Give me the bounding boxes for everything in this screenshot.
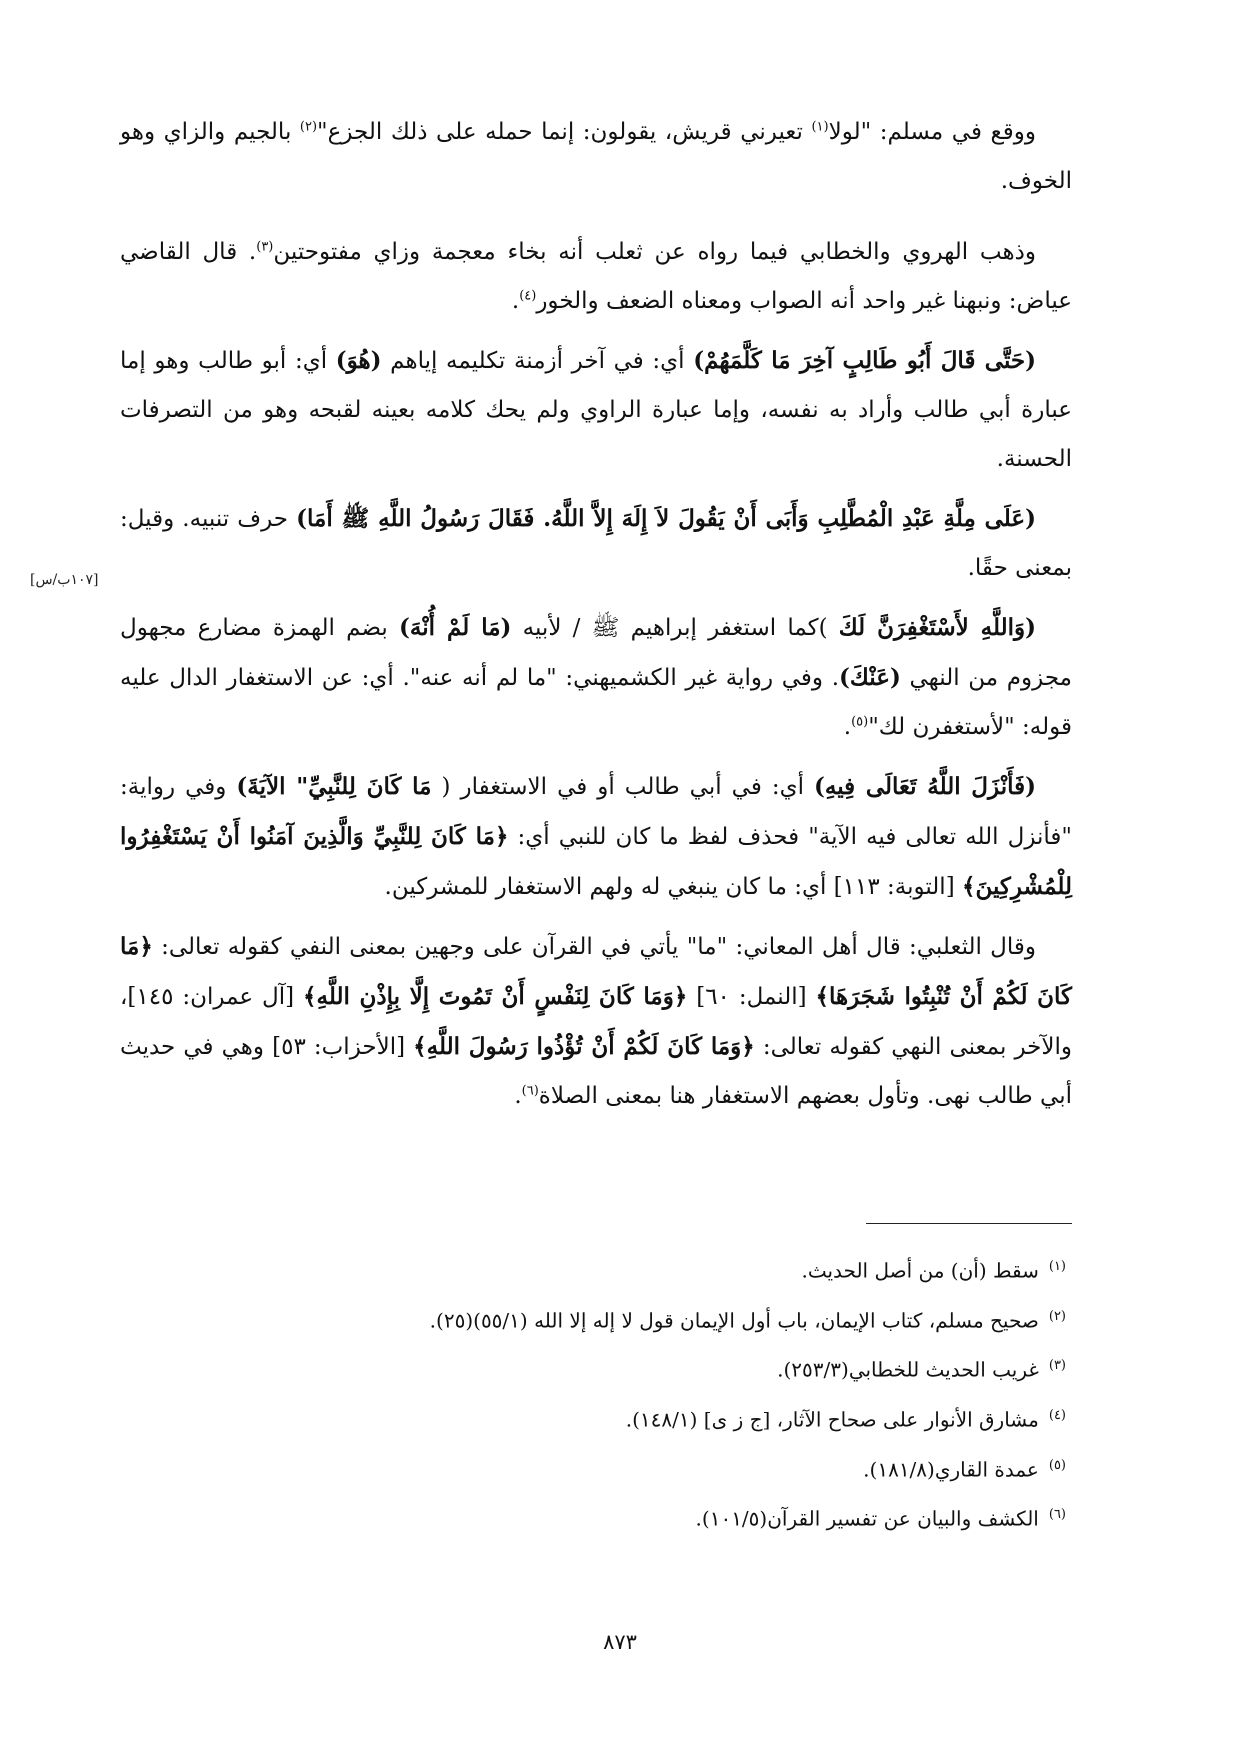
text-segment: أي: في آخر أزمنة تكليمه إياهم	[381, 348, 694, 374]
footnote-separator	[866, 1223, 1072, 1224]
footnote-number: (٥)	[1048, 1457, 1066, 1473]
page-number: ٨٧٣	[603, 1630, 637, 1654]
footnote-number: (٣)	[1048, 1358, 1066, 1374]
text-segment: أي: أبو طالب وهو إما عبارة أبي طالب وأراد به نفسه، وإما عبارة الراوي ولم يحك كلامه بعينه لقبحه وهو من التصرفات الحسنة.	[120, 348, 1072, 472]
footnote-item	[120, 1393, 1072, 1443]
footnote-item	[120, 1343, 1072, 1393]
text-segment: ووقع في مسلم: "لولا	[828, 119, 1036, 145]
text-segment: .	[843, 714, 852, 740]
footnote-item	[120, 1443, 1072, 1493]
hadith-quote: مَا كَانَ لِلنَّبِيِّ" الآيَةَ)	[236, 773, 432, 800]
footnote-number: (٦)	[1048, 1507, 1066, 1523]
text-segment: حرف تنبيه. وقيل: بمعنى حقًا.	[120, 506, 1072, 581]
paragraph	[120, 108, 1072, 206]
hadith-quote: (هُوَ)	[335, 347, 382, 374]
text-segment: .	[514, 1083, 522, 1109]
paragraph	[120, 336, 1072, 484]
text-segment: تعيرني قريش، يقولون: إنما حمله على ذلك الجزع"	[317, 119, 812, 145]
text-segment: . قال القاضي عياض: ونبهنا غير واحد أنه الصواب ومعناه الضعف والخور	[120, 239, 1072, 314]
quran-verse: ﴿وَمَا كَانَ لِنَفْسٍ أَنْ تَمُوتَ إِلَّا بِإِذْنِ اللَّهِ﴾	[303, 983, 688, 1010]
footnote-text: مشارق الأنوار على صحاح الآثار، [ج ز ى] (١٤٨/١).	[625, 1407, 1039, 1432]
paragraph	[120, 922, 1072, 1121]
footnote-reference: (٦)	[521, 1083, 539, 1099]
footnote-item	[120, 1244, 1072, 1294]
paragraph	[120, 762, 1072, 912]
quran-verse: ﴿مَا كَانَ لِلنَّبِيِّ وَالَّذِينَ آمَنُوا أَنْ يَسْتَغْفِرُوا لِلْمُشْرِكِينَ﴾	[120, 823, 1072, 900]
footnote-reference: (٥)	[851, 714, 869, 730]
hadith-quote: (مَا لَمْ أُنْهَ)	[399, 614, 512, 641]
text-segment: )كما استغفر إبراهيم ﷺ / لأبيه	[511, 615, 839, 641]
text-segment: بالجيم والزاي وهو الخوف.	[120, 119, 1072, 194]
text-segment: [آل عمران: ١٤٥]، والآخر بمعنى النهي كقوله تعالى:	[120, 984, 1072, 1060]
footnote-text: سقط (أن) من أصل الحديث.	[801, 1258, 1039, 1283]
footnote-text: الكشف والبيان عن تفسير القرآن(١٠١/٥).	[695, 1506, 1039, 1531]
footnote-item	[120, 1294, 1072, 1344]
quran-verse: ﴿مَا كَانَ لَكُمْ أَنْ تُنْبِتُوا شَجَرَهَا﴾	[120, 933, 1072, 1010]
paragraph	[120, 228, 1072, 326]
text-segment: [النمل: ٦٠]	[687, 984, 816, 1010]
footnote-number: (٢)	[1048, 1308, 1066, 1324]
main-text-body	[120, 108, 1072, 1131]
footnote-text: صحيح مسلم، كتاب الإيمان، باب أول الإيمان قول لا إله إلا الله (٥٥/١)(٢٥).	[429, 1308, 1039, 1333]
footnote-reference: (٣)	[256, 239, 274, 255]
footnote-number: (٤)	[1048, 1407, 1066, 1423]
footnote-number: (١)	[1048, 1259, 1066, 1274]
footnote-reference: (٤)	[519, 288, 537, 304]
footnote-item	[120, 1492, 1072, 1542]
hadith-quote: (وَاللَّهِ لأَسْتَغْفِرَنَّ لَكَ	[838, 614, 1036, 641]
footnotes-section	[120, 1244, 1072, 1542]
hadith-quote: (عَنْكَ)	[839, 664, 901, 691]
paragraph	[120, 603, 1072, 752]
footnote-reference: (١)	[811, 119, 829, 135]
hadith-quote: (عَلَى مِلَّةِ عَبْدِ الْمُطَّلِبِ وَأَبَى أَنْ يَقُولَ لاَ إِلَهَ إِلاَّ اللَّهُ. فَقَالَ رَسُولُ اللَّهِ ﷺ أَمَا)	[296, 505, 1036, 532]
footnote-text: عمدة القاري(١٨١/٨).	[863, 1457, 1039, 1482]
hadith-quote: (حَتَّى قَالَ أَبُو طَالِبٍ آخِرَ مَا كَلَّمَهُمْ)	[693, 347, 1036, 374]
text-segment: . وفي رواية غير الكشميهني: "ما لم أنه عنه". أي: عن الاستغفار الدال عليه قوله: "لأستغفرن لك"	[120, 665, 1072, 740]
hadith-quote: (فَأَنْزَلَ اللَّهُ تَعَالَى فِيهِ)	[814, 773, 1036, 800]
text-segment: وفي رواية: "فأنزل الله تعالى فيه الآية" فحذف لفظ ما كان للنبي أي:	[120, 774, 1072, 850]
text-segment: أي: في أبي طالب أو في الاستغفار (	[431, 774, 814, 800]
text-segment: [التوبة: ١١٣] أي: ما كان ينبغي له ولهم الاستغفار للمشركين.	[384, 874, 962, 900]
text-segment: بضم الهمزة مضارع مجهول مجزوم من النهي	[120, 615, 1072, 691]
text-segment: وذهب الهروي والخطابي فيما رواه عن ثعلب أنه بخاء معجمة وزاي مفتوحتين	[273, 239, 1036, 265]
paragraph	[120, 494, 1072, 593]
footnote-text: غريب الحديث للخطابي(٢٥٣/٣).	[777, 1357, 1039, 1382]
text-segment: وقال الثعلبي: قال أهل المعاني: "ما" يأتي في القرآن على وجهين بمعنى النفي كقوله تعالى:	[152, 934, 1036, 960]
margin-manuscript-note: [١٠٧ب/س]	[30, 572, 99, 588]
quran-verse: ﴿وَمَا كَانَ لَكُمْ أَنْ تُؤْذُوا رَسُولَ اللَّهِ﴾	[413, 1033, 755, 1060]
text-segment: [الأحزاب: ٥٣] وهي في حديث أبي طالب نهى. وتأول بعضهم الاستغفار هنا بمعنى الصلاة	[120, 1034, 1072, 1109]
footnote-reference: (٢)	[299, 119, 318, 135]
text-segment: .	[511, 288, 520, 314]
